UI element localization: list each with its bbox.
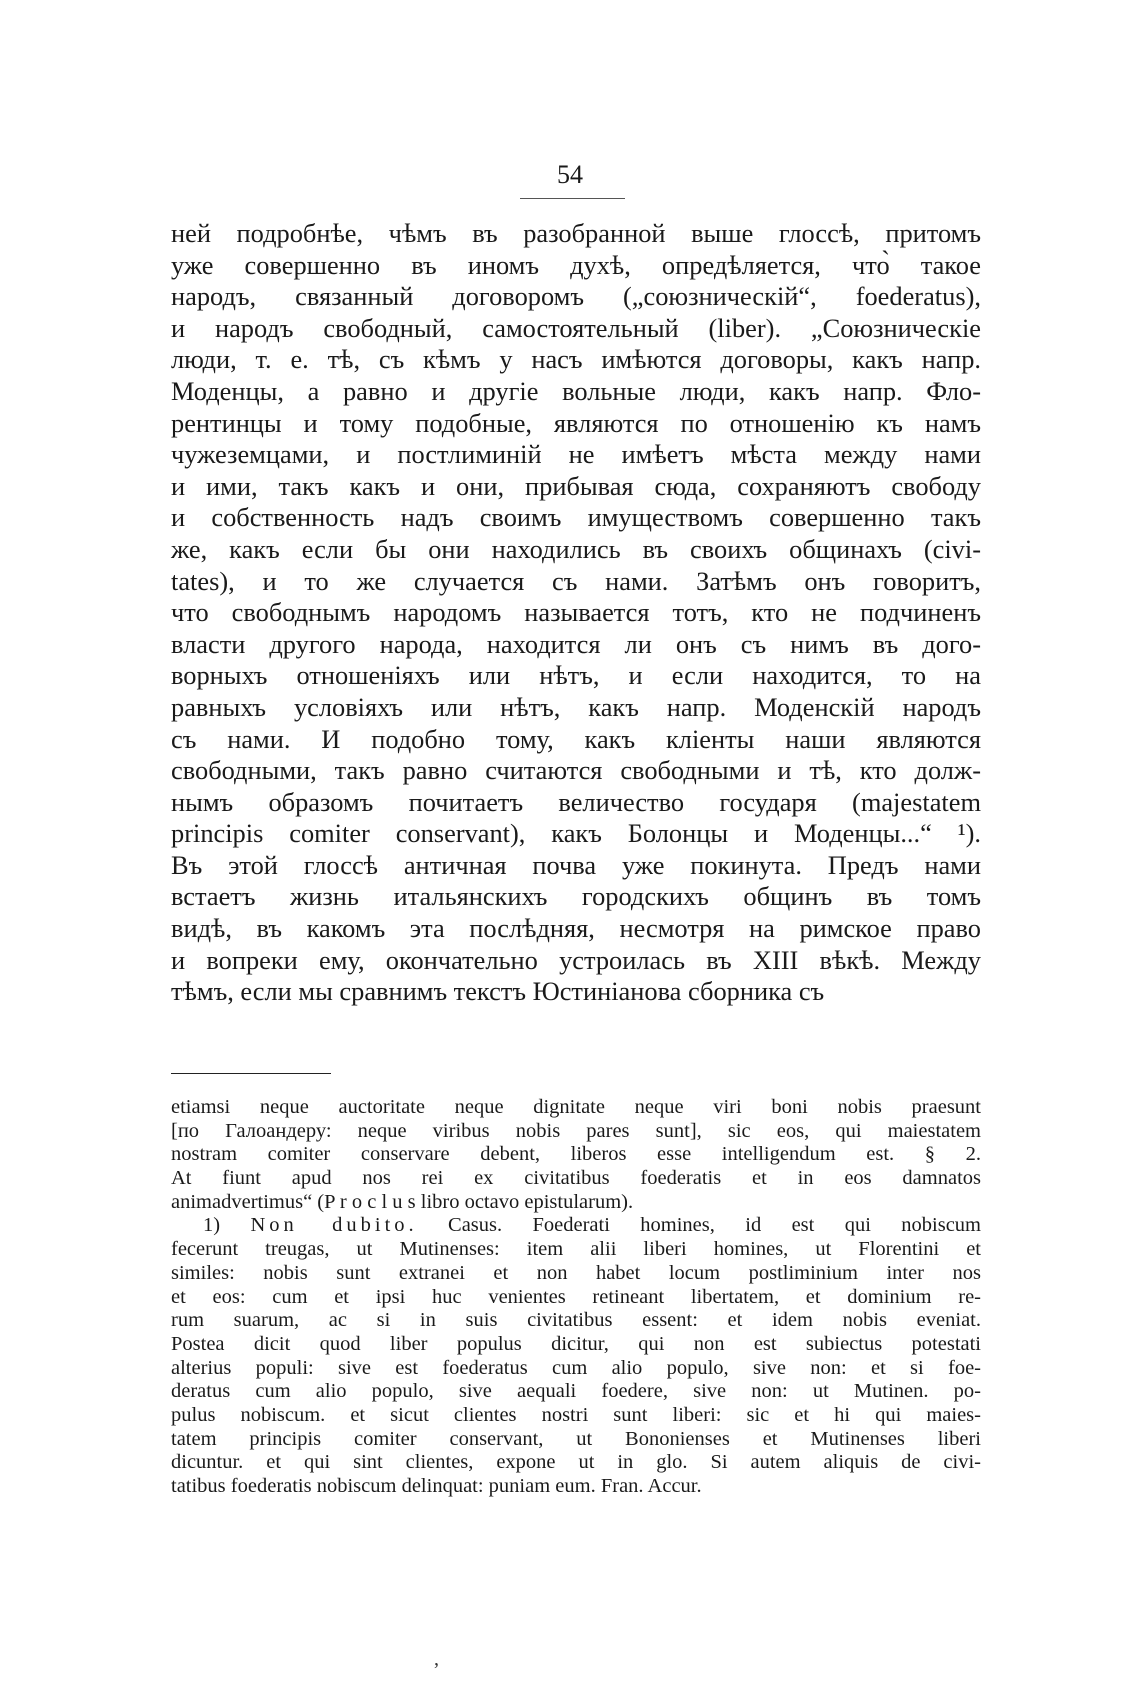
- footnote-line: nostram comiter conservare debent, liberos esse intelligendum est. § 2.: [171, 1143, 981, 1166]
- footnote-line: similes: nobis sunt extranei et non habet locum postliminium inter nos: [171, 1261, 981, 1284]
- footnote-line: tatibus foederatis nobiscum delinquat: puniam eum. Fran. Accur.: [171, 1475, 702, 1497]
- text-line: тѣмъ, если мы сравнимъ текстъ Юстиніанова сборника съ: [171, 976, 825, 1007]
- footnote-first-line-text: Casus. Foederati homines, id est qui nobiscum: [448, 1214, 982, 1237]
- text-line: ней подробнѣе, чѣмъ въ разобранной выше глоссѣ, притомъ: [171, 218, 981, 248]
- footnote-line: dicuntur. et qui sint clientes, expone ut in glo. Si autem aliquis de civi-: [171, 1451, 981, 1474]
- text-line: нымъ образомъ почитаетъ величество государя (majestatem: [171, 786, 981, 817]
- text-line: что свободнымъ народомъ называется тотъ, кто не подчиненъ: [171, 597, 981, 628]
- footnote-1-first-line: [171, 1214, 981, 1238]
- text-line: народъ, связанный договоромъ („союзническій“, foederatus),: [171, 281, 981, 312]
- main-text: [171, 218, 981, 1008]
- footnote-line: animadvertimus“ (P r o c l u s libro octavo epistularum).: [171, 1190, 634, 1213]
- text-line: и собственность надъ своимъ имуществомъ совершенно такъ: [171, 502, 981, 533]
- text-line: Въ этой глоссѣ античная почва уже покинута. Предъ нами: [171, 849, 981, 880]
- text-line: же, какъ если бы они находились въ своихъ общинахъ (civi-: [171, 533, 981, 564]
- footnote-line: pulus nobiscum. et sicut clientes nostri sunt liberi: sic et hi qui maies-: [171, 1403, 981, 1426]
- footnote-line: et eos: cum et ipsi huc venientes retineant libertatem, et dominium re-: [171, 1285, 981, 1308]
- footnote-line: fecerunt treugas, ut Mutinenses: item alii liberi homines, ut Florentini et: [171, 1238, 981, 1261]
- footnote-line: alterius populi: sive est foederatus cum alio populo, sive non: et si foe-: [171, 1356, 981, 1379]
- footnote-line: etiamsi neque auctoritate neque dignitate neque viri boni nobis praesunt: [171, 1096, 981, 1118]
- footnote-separator: [171, 1073, 331, 1074]
- footnote-line: rum suarum, ac si in suis civitatibus essent: et idem nobis eveniat.: [171, 1309, 981, 1332]
- footnote-heading: Non dubito.: [250, 1214, 418, 1237]
- text-line: ворныхъ отношеніяхъ или нѣтъ, и если находится, то на: [171, 660, 981, 691]
- text-line: видѣ, въ какомъ эта послѣдняя, несмотря на римское право: [171, 913, 981, 944]
- text-line: равныхъ условіяхъ или нѣтъ, какъ напр. Моденскій народъ: [171, 691, 981, 722]
- text-line: Моденцы, а равно и другіе вольные люди, какъ напр. Фло-: [171, 375, 981, 406]
- footnote-line: tatem principis comiter conservant, ut Bononienses et Mutinenses liberi: [171, 1427, 981, 1450]
- text-line: и народъ свободный, самостоятельный (liber). „Союзническіе: [171, 312, 981, 343]
- text-line: уже совершенно въ иномъ духѣ, опредѣляется, что̀ такое: [171, 249, 981, 280]
- text-line: чужеземцами, и постлиминій не имѣетъ мѣста между нами: [171, 439, 981, 470]
- text-line: власти другого народа, находится ли онъ съ нимъ въ дого-: [171, 628, 981, 659]
- footnote-line: Postea dicit quod liber populus dicitur, qui non est subiectus potestati: [171, 1332, 981, 1355]
- text-line: tates), и то же случается съ нами. Затѣмъ онъ говоритъ,: [171, 565, 981, 596]
- text-line: и ими, такъ какъ и они, прибывая сюда, сохраняютъ свободу: [171, 470, 981, 501]
- footnote-marker: 1): [203, 1214, 221, 1237]
- text-line: и вопреки ему, окончательно устроилась въ XIII вѣкѣ. Между: [171, 944, 981, 975]
- footnote-line: deratus cum alio populo, sive aequali foedere, sive non: ut Mutinen. po-: [171, 1380, 981, 1403]
- header-rule: [520, 198, 625, 199]
- text-line: съ нами. И подобно тому, какъ кліенты наши являются: [171, 723, 981, 754]
- text-line: свободными, такъ равно считаются свободными и тѣ, кто долж-: [171, 755, 981, 786]
- footnote-line: At fiunt apud nos rei ex civitatibus foederatis et in eos damnatos: [171, 1167, 981, 1190]
- text-line: рентинцы и тому подобные, являются по отношенію къ намъ: [171, 407, 981, 438]
- stray-mark: ,: [434, 1648, 439, 1670]
- text-line: встаетъ жизнь итальянскихъ городскихъ общинъ въ томъ: [171, 881, 981, 912]
- page-number: 54: [557, 160, 583, 189]
- text-line: люди, т. е. тѣ, съ кѣмъ у насъ имѣются договоры, какъ напр.: [171, 344, 981, 375]
- text-line: principis comiter conservant), какъ Болонцы и Моденцы...“ ¹).: [171, 818, 981, 849]
- footnote-line: [по Галоандеру: neque viribus nobis pares sunt], sic eos, qui maiestatem: [171, 1119, 981, 1142]
- footnotes: [171, 1096, 981, 1499]
